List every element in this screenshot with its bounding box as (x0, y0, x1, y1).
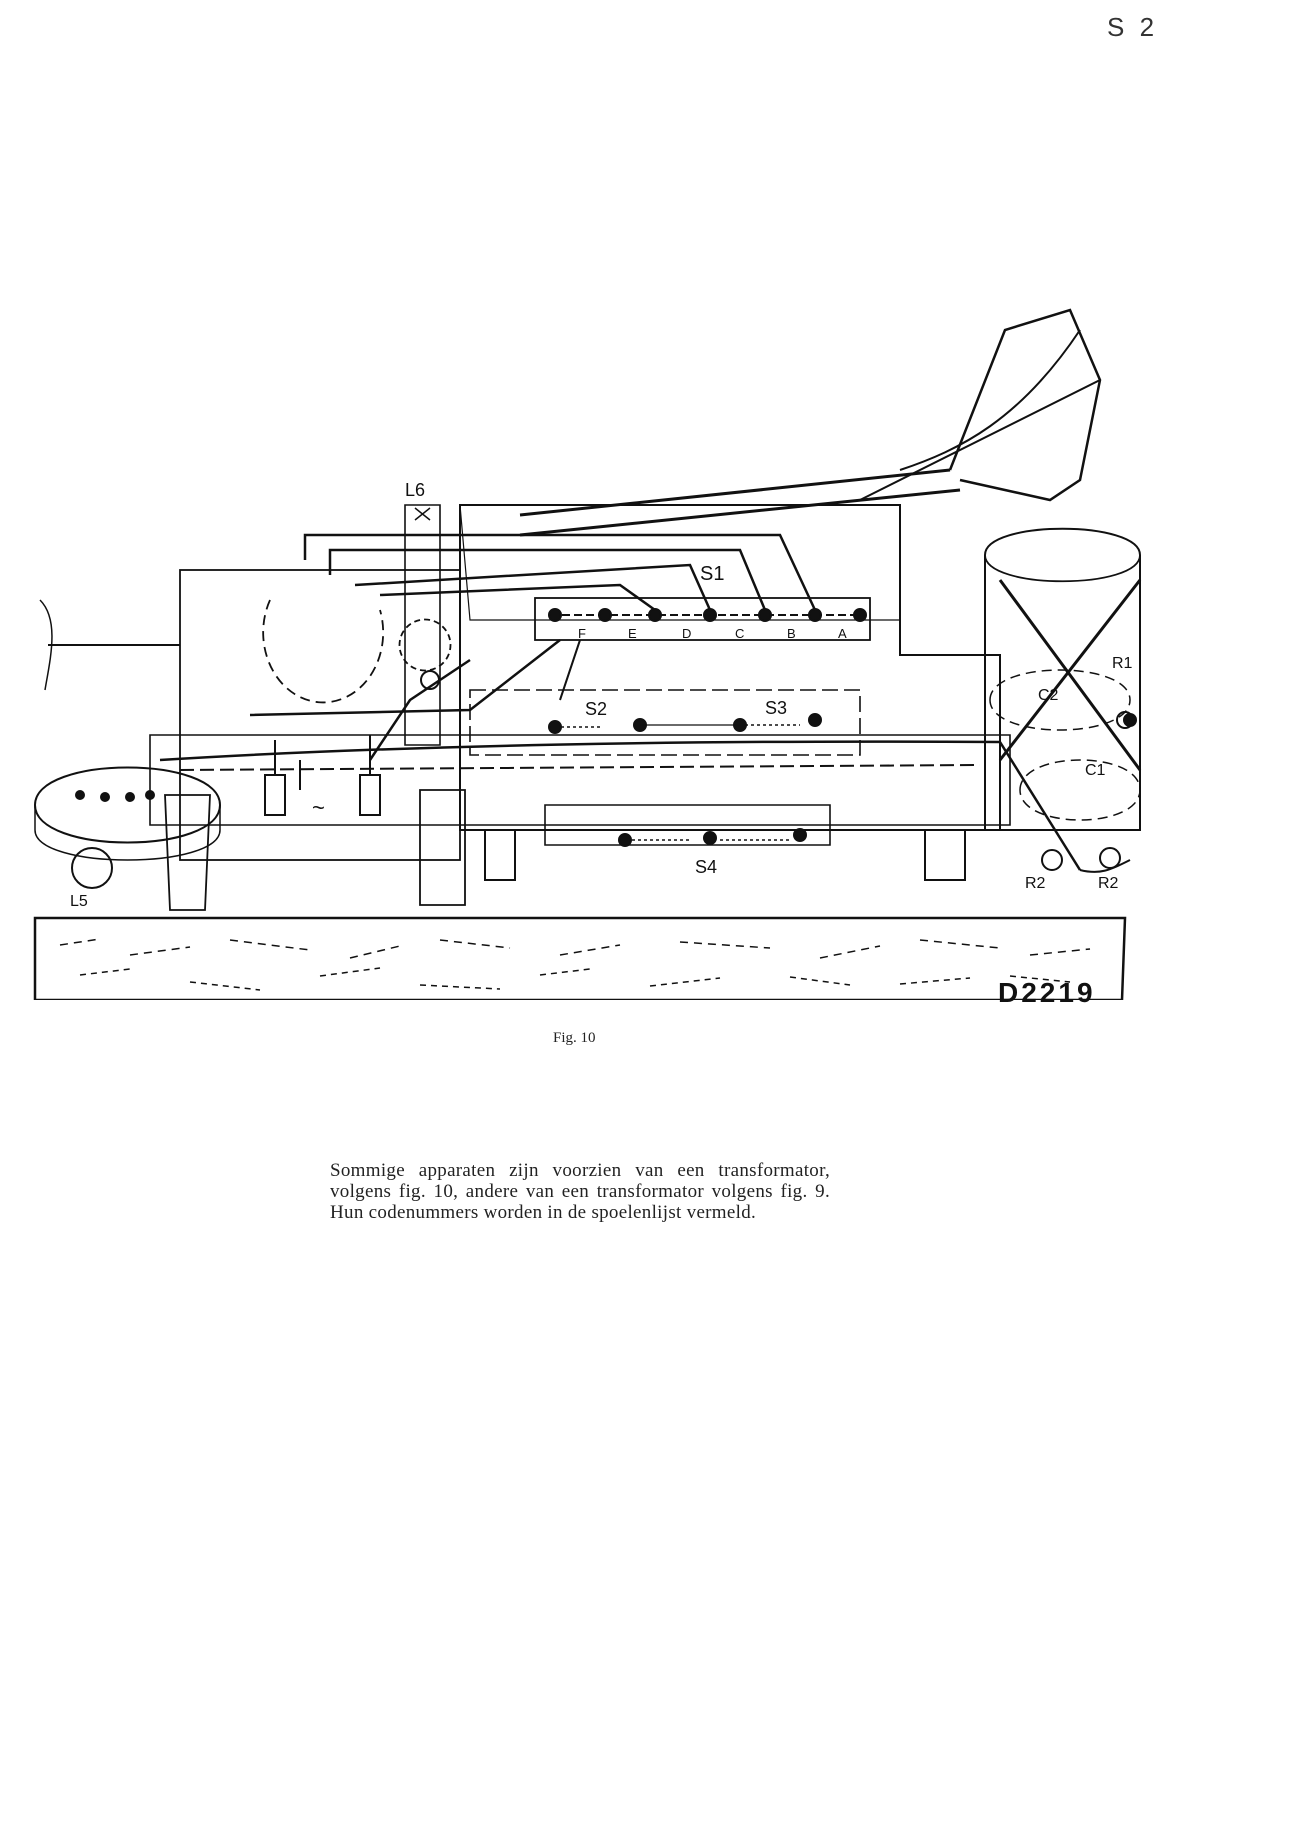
label-r2-right: R2 (1098, 875, 1119, 892)
label-c1: C1 (1085, 762, 1106, 779)
label-r2-left: R2 (1025, 875, 1046, 892)
figure-caption: Fig. 10 (553, 1030, 596, 1046)
page-number: S 2 (1107, 12, 1159, 42)
label-r1: R1 (1112, 655, 1133, 672)
label-l5: L5 (70, 893, 88, 910)
tap-label-a: A (838, 626, 847, 641)
label-s3: S3 (765, 698, 788, 718)
main-chassis (460, 505, 1000, 830)
tap-label-f: F (578, 626, 586, 641)
body-paragraph: Sommige apparaten zijn voorzien van een transformator, volgens fig. 10, andere van een transformator volgens fig. 9. Hun codenummers worden in de spoelenlijst vermeld. (330, 1160, 830, 1223)
tap-label-c: C (735, 626, 745, 641)
drawing-code: D2219 (998, 977, 1096, 1008)
label-ac: ~ (312, 795, 325, 820)
tap-label-e: E (628, 626, 637, 641)
base-plank (35, 918, 1125, 1000)
label-c2: C2 (1038, 687, 1059, 704)
label-l6: L6 (405, 480, 426, 500)
label-s2: S2 (585, 699, 608, 719)
lamp-l5 (72, 848, 112, 888)
tap-label-d: D (682, 626, 692, 641)
speaker-pan (35, 768, 220, 843)
tap-label-b: B (787, 626, 796, 641)
label-s1: S1 (700, 563, 725, 585)
label-s4: S4 (695, 857, 718, 877)
